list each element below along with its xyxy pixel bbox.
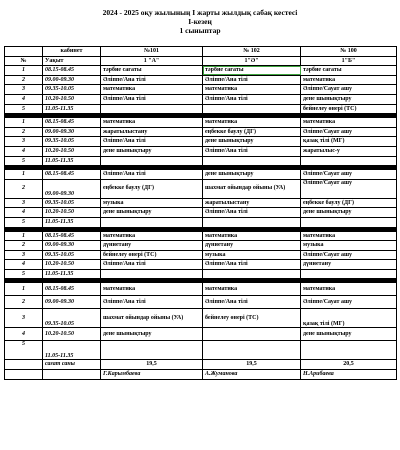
- subject-cell[interactable]: музыка: [203, 250, 301, 260]
- subject-cell[interactable]: Әліппе/Сауат ашу: [301, 179, 397, 198]
- lesson-time: 08.15-08.45: [43, 231, 101, 241]
- table-row: [5, 208, 397, 218]
- table-row: [5, 127, 397, 137]
- subject-cell[interactable]: математика: [101, 118, 203, 128]
- subject-cell[interactable]: [301, 269, 397, 279]
- room-102: № 102: [203, 47, 301, 57]
- lesson-time: 10.20-10.50: [43, 260, 101, 270]
- table-row: [5, 179, 397, 198]
- document-header: [0, 0, 400, 35]
- subject-cell[interactable]: музыка: [301, 241, 397, 251]
- lesson-number: 2: [5, 296, 43, 309]
- lesson-time: 10.20-10.50: [43, 208, 101, 218]
- subject-cell[interactable]: жаратылыс-у: [301, 146, 397, 156]
- subject-cell-selected[interactable]: тәрбие сағаты: [203, 66, 301, 76]
- table-row: [5, 260, 397, 270]
- number-label: №: [5, 56, 43, 66]
- subject-cell[interactable]: қазақ тілі (МГ): [301, 137, 397, 147]
- header-grade: 1 сыныптар: [179, 26, 221, 35]
- table-row: [5, 250, 397, 260]
- subject-cell[interactable]: Әліппе/Ана тілі: [203, 296, 301, 309]
- lesson-number: 2: [5, 127, 43, 137]
- subject-cell[interactable]: жаратылыстану: [203, 198, 301, 208]
- lesson-number: 4: [5, 328, 43, 341]
- subject-cell[interactable]: математика: [203, 231, 301, 241]
- lesson-number: 2: [5, 75, 43, 85]
- empty-cell: [43, 370, 101, 380]
- subject-cell[interactable]: [203, 269, 301, 279]
- lesson-number: 4: [5, 260, 43, 270]
- subject-cell[interactable]: математика: [301, 118, 397, 128]
- subject-cell[interactable]: Әліппе/Ана тілі: [203, 75, 301, 85]
- subject-cell[interactable]: дүниетану: [301, 260, 397, 270]
- class-1b: 1"Б": [301, 56, 397, 66]
- lesson-time: 11.05-11.35: [43, 217, 101, 227]
- lesson-time: 09.00-09.30: [43, 127, 101, 137]
- subject-cell[interactable]: [301, 156, 397, 166]
- subject-cell[interactable]: математика: [301, 231, 397, 241]
- lesson-time: 11.05-11.35: [43, 156, 101, 166]
- time-label: Уақыт: [43, 56, 101, 66]
- subject-cell[interactable]: Әліппе/Ана тілі: [101, 75, 203, 85]
- subject-cell[interactable]: [101, 217, 203, 227]
- header-title: 2024 - 2025 оқу жылының І жарты жылдық сабақ кестесі: [102, 8, 298, 17]
- lesson-time: 08.15-08.45: [43, 66, 101, 76]
- table-row: [5, 137, 397, 147]
- subject-cell[interactable]: [101, 341, 203, 360]
- subject-cell[interactable]: [203, 328, 301, 341]
- subject-cell[interactable]: жаратылыстану: [101, 127, 203, 137]
- subject-cell[interactable]: математика: [101, 283, 203, 296]
- totals-row: [5, 360, 397, 370]
- subject-cell[interactable]: Әліппе/Сауат ашу: [301, 127, 397, 137]
- subject-cell[interactable]: дене шынықтыру: [301, 208, 397, 218]
- subject-cell[interactable]: математика: [203, 283, 301, 296]
- lesson-number: 2: [5, 241, 43, 251]
- subject-cell[interactable]: математика: [301, 75, 397, 85]
- subject-cell[interactable]: математика: [101, 85, 203, 95]
- lesson-time: 09.35-10.05: [43, 309, 101, 328]
- subject-cell[interactable]: дене шынықтыру: [203, 137, 301, 147]
- lesson-number: 1: [5, 66, 43, 76]
- subject-cell[interactable]: Әліппе/Ана тілі: [101, 137, 203, 147]
- totals-label: сағат саны: [43, 360, 101, 370]
- table-row: [5, 296, 397, 309]
- total-1a: 19,5: [101, 360, 203, 370]
- subject-cell[interactable]: Әліппе/Сауат ашу: [301, 250, 397, 260]
- subject-cell[interactable]: Әліппе/Ана тілі: [101, 94, 203, 104]
- empty-cell: [5, 360, 43, 370]
- subject-cell[interactable]: дене шынықтыру: [203, 170, 301, 180]
- table-row: [5, 104, 397, 114]
- subject-cell[interactable]: тәрбие сағаты: [101, 66, 203, 76]
- table-row: [5, 328, 397, 341]
- room-row: [5, 47, 397, 57]
- lesson-time: 09.35-10.05: [43, 137, 101, 147]
- subject-cell[interactable]: дене шынықтыру: [301, 94, 397, 104]
- subject-cell[interactable]: Әліппе/Ана тілі: [101, 296, 203, 309]
- schedule-table: [4, 46, 397, 380]
- subject-cell[interactable]: дүниетану: [203, 241, 301, 251]
- lesson-number: 3: [5, 309, 43, 328]
- lesson-number: 1: [5, 283, 43, 296]
- lesson-number: 3: [5, 85, 43, 95]
- subject-cell[interactable]: дене шынықтыру: [101, 208, 203, 218]
- subject-cell[interactable]: Әліппе/Сауат ашу: [301, 296, 397, 309]
- total-1a2: 19,5: [203, 360, 301, 370]
- subject-cell[interactable]: қазақ тілі (МГ): [301, 309, 397, 328]
- subject-cell[interactable]: математика: [301, 283, 397, 296]
- lesson-time: 09.00-09.30: [43, 296, 101, 309]
- lesson-time: 11.05-11.35: [43, 269, 101, 279]
- lesson-number: 5: [5, 217, 43, 227]
- lesson-number: 3: [5, 137, 43, 147]
- lesson-time: 11.05-11.35: [43, 341, 101, 360]
- subject-cell[interactable]: Әліппе/Ана тілі: [203, 94, 301, 104]
- lesson-time: 09.35-10.05: [43, 250, 101, 260]
- subject-cell[interactable]: [301, 341, 397, 360]
- table-row: [5, 170, 397, 180]
- lesson-number: 1: [5, 170, 43, 180]
- subject-cell[interactable]: дене шынықтыру: [101, 328, 203, 341]
- subject-cell[interactable]: [203, 156, 301, 166]
- subject-cell[interactable]: математика: [203, 118, 301, 128]
- lesson-time: 09.35-10.05: [43, 85, 101, 95]
- subject-cell[interactable]: тәрбие сағаты: [301, 66, 397, 76]
- subject-cell[interactable]: Әліппе/Ана тілі: [203, 260, 301, 270]
- subject-cell[interactable]: математика: [203, 85, 301, 95]
- table-row: [5, 118, 397, 128]
- lesson-number: 5: [5, 104, 43, 114]
- lesson-time: 08.15-08.45: [43, 283, 101, 296]
- lesson-number: 4: [5, 94, 43, 104]
- table-row: [5, 341, 397, 360]
- subject-cell[interactable]: [101, 104, 203, 114]
- lesson-time: 10.20-10.50: [43, 146, 101, 156]
- signatures-row: [5, 370, 397, 380]
- lesson-number: 3: [5, 198, 43, 208]
- subject-cell[interactable]: дүниетану: [101, 241, 203, 251]
- lesson-time: 09.00-09.30: [43, 179, 101, 198]
- table-row: [5, 198, 397, 208]
- table-row: [5, 269, 397, 279]
- lesson-time: 08.15-08.45: [43, 118, 101, 128]
- subject-cell[interactable]: [301, 217, 397, 227]
- subject-cell[interactable]: дене шынықтыру: [301, 328, 397, 341]
- subject-cell[interactable]: еңбекке баулу (ДГ): [203, 127, 301, 137]
- total-1b: 20,5: [301, 360, 397, 370]
- subject-cell[interactable]: шахмат ойындар ойыны (УА): [203, 179, 301, 198]
- class-row: [5, 56, 397, 66]
- subject-cell[interactable]: бейнелеу өнері (ТС): [101, 250, 203, 260]
- room-100: № 100: [301, 47, 397, 57]
- subject-cell[interactable]: Әліппе/Сауат ашу: [301, 85, 397, 95]
- lesson-number: 4: [5, 146, 43, 156]
- lesson-time: 09.00-09.30: [43, 241, 101, 251]
- lesson-number: 5: [5, 341, 43, 360]
- lesson-number: 4: [5, 208, 43, 218]
- subject-cell[interactable]: еңбекке баулу (ДГ): [301, 198, 397, 208]
- room-101: №101: [101, 47, 203, 57]
- table-row: [5, 85, 397, 95]
- subject-cell[interactable]: математика: [101, 231, 203, 241]
- class-1a2: 1"Ә": [203, 56, 301, 66]
- lesson-number: 5: [5, 156, 43, 166]
- subject-cell[interactable]: музыка: [101, 198, 203, 208]
- teacher-1a2: А.Жуманова: [203, 370, 301, 380]
- lesson-time: 10.20-10.50: [43, 94, 101, 104]
- empty-cell: [5, 47, 43, 57]
- lesson-number: 1: [5, 231, 43, 241]
- teacher-1b: Н.Арибаева: [301, 370, 397, 380]
- subject-cell[interactable]: [101, 156, 203, 166]
- lesson-time: 09.35-10.05: [43, 198, 101, 208]
- subject-cell[interactable]: Әліппе/Сауат ашу: [301, 170, 397, 180]
- subject-cell[interactable]: Әліппе/Ана тілі: [101, 170, 203, 180]
- lesson-number: 1: [5, 118, 43, 128]
- subject-cell[interactable]: Әліппе/Ана тілі: [101, 260, 203, 270]
- table-row: [5, 283, 397, 296]
- table-row: [5, 66, 397, 76]
- table-row: [5, 241, 397, 251]
- header-period: І-кезең: [188, 17, 212, 26]
- subject-cell[interactable]: бейнелеу өнері (ТС): [203, 309, 301, 328]
- table-row: [5, 156, 397, 166]
- lesson-number: 3: [5, 250, 43, 260]
- subject-cell[interactable]: Әліппе/Ана тілі: [203, 208, 301, 218]
- subject-cell[interactable]: [101, 269, 203, 279]
- lesson-time: 10.20-10.50: [43, 328, 101, 341]
- table-row: [5, 94, 397, 104]
- class-1a: 1 "А": [101, 56, 203, 66]
- lesson-time: 11.05-11.35: [43, 104, 101, 114]
- lesson-time: 08.15-08.45: [43, 170, 101, 180]
- subject-cell[interactable]: [203, 104, 301, 114]
- table-row: [5, 309, 397, 328]
- subject-cell[interactable]: [203, 217, 301, 227]
- table-row: [5, 217, 397, 227]
- empty-cell: [5, 370, 43, 380]
- subject-cell[interactable]: дене шынықтыру: [101, 146, 203, 156]
- table-row: [5, 231, 397, 241]
- lesson-time: 09.00-09.30: [43, 75, 101, 85]
- subject-cell[interactable]: бейнелеу өнері (ТС): [301, 104, 397, 114]
- lesson-number: 5: [5, 269, 43, 279]
- room-label: кабинет: [43, 47, 101, 57]
- lesson-number: 2: [5, 179, 43, 198]
- table-row: [5, 146, 397, 156]
- teacher-1a: Г.Карымбаева: [101, 370, 203, 380]
- subject-cell[interactable]: шахмат ойындар ойыны (УА): [101, 309, 203, 328]
- subject-cell[interactable]: [203, 341, 301, 360]
- subject-cell[interactable]: еңбекке баулу (ДГ): [101, 179, 203, 198]
- subject-cell[interactable]: Әліппе/Ана тілі: [203, 146, 301, 156]
- table-row: [5, 75, 397, 85]
